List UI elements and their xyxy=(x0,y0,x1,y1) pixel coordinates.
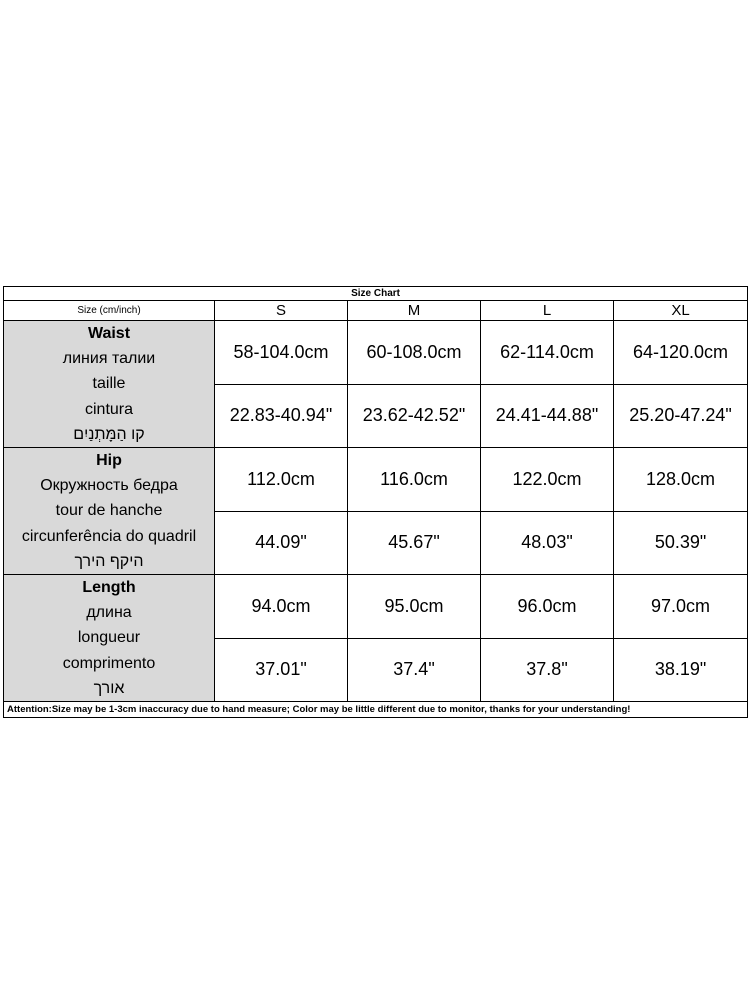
waist-inch-l: 24.41-44.88" xyxy=(481,384,614,448)
measure-label-ru: Окружность бедра xyxy=(40,477,178,495)
measure-label-en: Hip xyxy=(96,452,122,470)
size-header-s: S xyxy=(215,301,348,321)
length-cm-l: 96.0cm xyxy=(481,575,614,639)
measure-label-en: Length xyxy=(82,579,136,597)
length-cm-s: 94.0cm xyxy=(215,575,348,639)
hip-inch-m: 45.67" xyxy=(348,511,481,575)
waist-inch-xl: 25.20-47.24" xyxy=(614,384,748,448)
hip-cm-l: 122.0cm xyxy=(481,448,614,512)
measure-label-he: היקף הירך xyxy=(74,552,144,570)
length-cm-m: 95.0cm xyxy=(348,575,481,639)
hip-label-cell xyxy=(4,448,215,575)
waist-inch-s: 22.83-40.94" xyxy=(215,384,348,448)
length-inch-xl: 38.19" xyxy=(614,638,748,702)
chart-title: Size Chart xyxy=(4,287,748,301)
attention-note: Attention:Size may be 1-3cm inaccuracy due to hand measure; Color may be little different due to monitor, thanks for your understanding! xyxy=(4,702,748,718)
hip-cm-xl: 128.0cm xyxy=(614,448,748,512)
measure-label-he: קו הַמָּתְנַיִם xyxy=(73,425,145,443)
waist-cm-m: 60-108.0cm xyxy=(348,321,481,385)
size-header-m: M xyxy=(348,301,481,321)
size-unit-header: Size (cm/inch) xyxy=(4,301,215,321)
waist-label-cell xyxy=(4,321,215,448)
size-header-l: L xyxy=(481,301,614,321)
hip-inch-l: 48.03" xyxy=(481,511,614,575)
measure-label-fr: taille xyxy=(92,375,126,393)
length-inch-m: 37.4" xyxy=(348,638,481,702)
size-chart-table xyxy=(3,286,748,718)
waist-cm-s: 58-104.0cm xyxy=(215,321,348,385)
length-cm-xl: 97.0cm xyxy=(614,575,748,639)
waist-cm-l: 62-114.0cm xyxy=(481,321,614,385)
measure-label-fr: longueur xyxy=(77,629,141,647)
length-inch-l: 37.8" xyxy=(481,638,614,702)
measure-label-pt: comprimento xyxy=(62,654,156,672)
hip-inch-xl: 50.39" xyxy=(614,511,748,575)
measure-label-pt: cintura xyxy=(84,400,134,418)
hip-cm-m: 116.0cm xyxy=(348,448,481,512)
measure-label-ru: линия талии xyxy=(62,350,156,368)
measure-label-en: Waist xyxy=(87,325,131,342)
waist-cm-xl: 64-120.0cm xyxy=(614,321,748,385)
measure-label-he: אורך xyxy=(93,679,125,697)
measure-label-ru: длина xyxy=(86,604,132,622)
measure-label-fr: tour de hanche xyxy=(55,502,163,520)
hip-cm-s: 112.0cm xyxy=(215,448,348,512)
size-header-xl: XL xyxy=(614,301,748,321)
hip-inch-s: 44.09" xyxy=(215,511,348,575)
measure-label-pt: circunferência do quadril xyxy=(21,527,197,545)
length-label-cell xyxy=(4,575,215,702)
length-inch-s: 37.01" xyxy=(215,638,348,702)
waist-inch-m: 23.62-42.52" xyxy=(348,384,481,448)
